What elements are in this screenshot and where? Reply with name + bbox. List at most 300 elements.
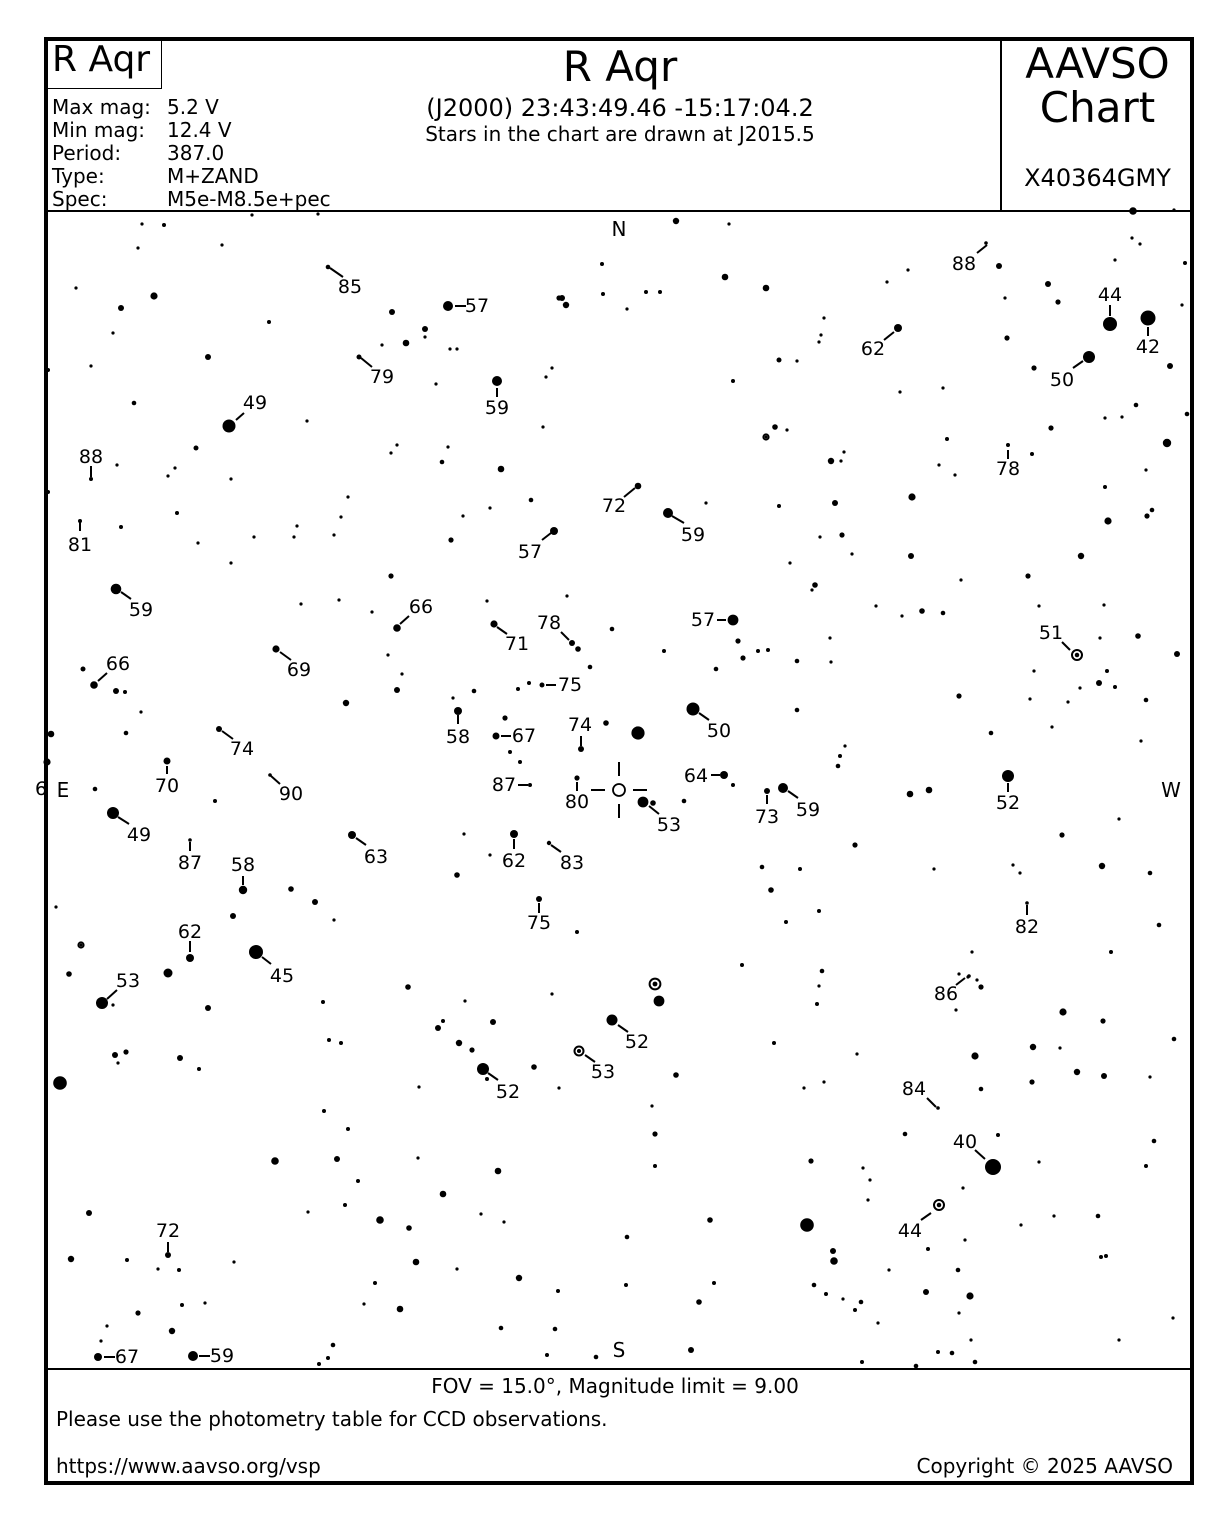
field-star [272,645,279,652]
field-star [822,1080,825,1083]
field-star [600,262,604,266]
field-star [343,1203,347,1207]
field-star [1050,725,1053,728]
label-leader [921,1213,931,1220]
field-star [177,1055,183,1061]
field-star [852,842,857,847]
comparison-star-label: 67 [114,1346,140,1368]
comparison-star-label: 66 [408,596,434,618]
field-star [446,445,449,448]
field-star [469,1047,474,1052]
field-star [132,401,137,406]
field-star [601,292,605,296]
field-star [413,1259,420,1266]
field-star [1163,439,1171,447]
field-star [919,608,925,614]
field-star [908,553,914,559]
field-star [832,500,838,506]
spec-value: M5e-M8.5e+pec [167,187,331,211]
field-star [477,1063,489,1075]
field-star [1144,698,1149,703]
field-star [704,501,707,504]
field-star [777,504,781,508]
field-star [575,646,581,652]
field-star [1103,317,1117,331]
field-star [111,331,114,334]
field-star [1104,517,1111,524]
east-edge-label: 6 [34,778,48,800]
field-star [123,690,127,694]
field-star [763,285,770,292]
field-star [417,1085,420,1088]
field-star [830,1248,836,1254]
field-star [125,1258,129,1262]
comparison-star-label: 51 [1038,622,1064,644]
field-star [1048,425,1053,430]
field-star [441,1019,445,1023]
field-star [550,992,553,995]
field-star [644,290,648,294]
variable-star-core [80,944,83,947]
field-star [914,1364,919,1369]
field-star [229,561,232,564]
comparison-star-label: 52 [624,1031,650,1053]
field-star [393,624,401,632]
comparison-star-label: 69 [286,659,312,681]
comparison-star-label: 52 [995,792,1021,814]
comparison-star-label: 71 [504,633,530,655]
field-star [502,715,507,720]
field-star [1144,1164,1148,1168]
field-star [479,1212,482,1215]
field-star [984,241,988,245]
field-star [970,950,973,953]
field-star [451,696,454,699]
field-star [1152,1139,1157,1144]
field-star [652,1131,657,1136]
field-star [1144,468,1147,471]
field-star [830,1257,838,1265]
field-star [403,340,410,347]
field-star [223,420,236,433]
field-star [1032,669,1035,672]
field-star [416,1156,419,1159]
field-star [90,681,98,689]
field-star [966,1292,973,1299]
field-star [788,561,791,564]
field-star [766,648,770,652]
field-star [926,787,933,794]
field-star [326,1356,330,1360]
field-star [321,1000,325,1004]
field-star [1045,281,1051,287]
field-star [720,771,728,779]
field-star [388,573,393,578]
field-star [305,419,308,422]
field-star [485,1077,489,1081]
field-star [271,1157,279,1165]
field-star [1172,1037,1177,1042]
field-star [230,913,236,919]
comparison-star-label: 49 [242,392,268,414]
field-star [93,787,98,792]
field-star [74,286,77,289]
comparison-star-label: 59 [209,1345,235,1367]
field-star [578,746,584,752]
brand-line-2: Chart [1039,83,1156,132]
field-star [448,347,451,350]
field-star [461,514,464,517]
field-star [663,508,673,518]
target-marker [591,762,647,818]
field-star [164,758,171,765]
min-mag-label: Min mag: [52,118,146,142]
field-star [339,1041,343,1045]
field-star [380,343,383,346]
field-star [574,775,579,780]
field-star [973,1360,978,1365]
field-star [798,867,802,871]
field-star [954,1008,957,1011]
field-star [1141,311,1156,326]
field-star [575,930,579,934]
field-star [673,1072,679,1078]
field-star [123,1049,128,1054]
field-star [1148,1075,1151,1078]
field-star [454,707,462,715]
field-star [1144,513,1149,518]
brand-line-1: AAVSO [1025,39,1170,88]
field-star [490,620,497,627]
comparison-star-label: 82 [1014,916,1040,938]
field-star [926,1247,930,1251]
field-star [292,535,295,538]
field-star [996,1133,1000,1137]
field-star [1037,1160,1040,1163]
comparison-star-label: 49 [126,824,152,846]
field-star [400,672,403,675]
field-star [343,700,349,706]
field-star [112,1052,118,1058]
comparison-star-label: 67 [511,725,537,747]
field-star [249,945,263,959]
field-star [961,1186,964,1189]
field-star [440,1191,447,1198]
field-star [673,218,679,224]
field-star [907,791,914,798]
field-star [529,498,534,503]
comparison-star-label: 79 [369,366,395,388]
field-star [1059,1008,1066,1015]
field-star [306,1210,309,1213]
field-star [1117,1338,1120,1341]
field-star [1148,871,1153,876]
field-star [43,758,50,765]
field-star [923,1289,929,1295]
field-star [853,1308,857,1312]
field-star [150,292,157,299]
field-star [624,1283,628,1287]
field-star [836,764,841,769]
vsp-link[interactable]: https://www.aavso.org/vsp [56,1454,321,1478]
field-star [1074,1069,1080,1075]
field-star [898,390,901,393]
field-star [502,1220,505,1223]
comparison-star-label: 59 [484,397,510,419]
field-star [841,1297,844,1300]
field-star [740,963,744,967]
field-star [855,1052,858,1055]
field-star [488,853,491,856]
field-star [631,726,644,739]
comparison-star-label: 59 [128,599,154,621]
field-star [843,744,846,747]
field-star [139,710,142,713]
field-star [1055,299,1060,304]
field-star [588,665,593,670]
field-star [824,1292,828,1296]
field-star [795,359,798,362]
field-star [395,443,398,446]
field-star [1059,832,1064,837]
field-star [440,460,445,465]
field-star [1098,636,1101,639]
star-name: R Aqr [52,39,151,80]
field-star [550,366,553,369]
field-star [1099,863,1105,869]
label-leader [1073,361,1083,368]
field-star [213,799,217,803]
field-star [953,473,956,476]
field-star [828,458,834,464]
label-leader [356,838,366,845]
field-star [1109,950,1113,954]
field-star [996,263,1002,269]
field-star [1150,508,1155,513]
field-star [463,999,466,1002]
field-star [267,320,271,324]
field-star [688,1347,694,1353]
field-star [169,1328,175,1334]
period-label: Period: [52,141,122,165]
field-star [334,1156,340,1162]
field-star [1006,443,1010,447]
field-star [462,832,465,835]
field-star [397,1306,404,1313]
west-label: W [1161,778,1181,802]
field-star [370,610,373,613]
field-star [495,1168,502,1175]
field-star [874,604,877,607]
field-star [541,425,544,428]
field-star [731,379,735,383]
label-leader [400,616,409,624]
field-star [173,466,176,469]
chart-title: R Aqr [562,42,678,91]
comparison-star-label: 72 [601,495,627,517]
max-mag-value: 5.2 V [167,95,219,119]
field-star [53,1076,67,1090]
field-star [772,424,778,430]
field-star [186,954,194,962]
max-mag-label: Max mag: [52,95,151,119]
field-star [136,246,139,249]
east-label: E [56,778,70,802]
field-star [1157,923,1162,928]
period-value: 387.0 [167,141,225,165]
field-star [1104,1254,1108,1258]
comparison-star-label: 50 [706,720,732,742]
field-star [900,614,903,617]
comparison-star-label: 59 [680,524,706,546]
field-star [971,1052,978,1059]
field-star [406,1225,412,1231]
field-star [956,693,961,698]
field-star [1129,207,1137,215]
comparison-star-label: 53 [590,1061,616,1083]
field-star [115,463,118,466]
field-star [957,972,960,975]
field-star [362,1302,365,1305]
field-star [288,886,294,892]
field-star [544,375,547,378]
label-leader [1062,642,1070,650]
field-star [557,1086,560,1089]
field-star [885,280,888,283]
field-star [188,1351,198,1361]
field-star [105,1324,108,1327]
field-star [327,1038,331,1042]
field-star [687,703,700,716]
field-star [545,1353,549,1357]
variable-star-core [1032,1046,1035,1049]
field-star [1083,351,1095,363]
label-leaders [80,245,1148,1357]
field-star [654,996,665,1007]
label-leader [649,806,659,814]
field-star [81,667,86,672]
field-star [229,477,232,480]
field-star [963,1238,966,1241]
field-star [945,437,949,441]
field-star [795,659,800,664]
comparison-star-label: 78 [536,612,562,634]
field-star [332,918,335,921]
comparison-star-label: 75 [557,674,583,696]
field-star [332,533,335,536]
field-star [937,463,940,466]
field-star [569,640,575,646]
field-star [975,978,978,981]
comparison-star-label: 58 [445,726,471,748]
comparison-star-label: 57 [464,295,490,317]
field-star [772,1041,776,1045]
field-star [86,1210,92,1216]
field-star [1120,415,1123,418]
field-star [322,1109,326,1113]
field-star [394,687,400,693]
field-star [822,316,825,319]
field-star [312,899,318,905]
field-star [777,358,782,363]
field-star [435,1025,441,1031]
comparison-star-label: 53 [656,814,682,836]
field-star [553,1327,558,1332]
comparison-star-label: 87 [177,852,203,874]
field-star [339,515,342,518]
field-star [903,1132,908,1137]
field-star [1105,669,1109,673]
field-star [220,243,223,246]
field-star [662,649,666,653]
field-star [1139,739,1142,742]
field-star [594,1355,599,1360]
field-star [808,1158,813,1163]
comparison-star-label: 44 [897,1220,923,1242]
comparison-star-label: 70 [154,775,180,797]
field-star [810,588,813,591]
field-star [331,1343,336,1348]
field-star [203,1301,206,1304]
field-star [978,984,983,989]
comparison-star-label: 40 [952,1131,978,1153]
copyright: Copyright © 2025 AAVSO [916,1454,1173,1478]
comparison-star-label: 64 [683,765,709,787]
field-star [1096,680,1102,686]
field-star [894,324,902,332]
field-star [510,830,518,838]
field-star [239,886,247,894]
label-leader [488,1073,498,1080]
comparison-star-label: 84 [901,1078,927,1100]
field-star [89,477,93,481]
field-star [784,920,788,924]
field-star [556,1289,560,1293]
field-star [989,731,994,736]
north-label: N [611,217,627,241]
field-star [1102,603,1105,606]
comparison-star-label: 50 [1049,369,1075,391]
field-star [696,1299,702,1305]
field-star [658,290,662,294]
field-star [536,896,542,902]
field-star [817,984,820,987]
field-star [838,754,842,758]
field-star [66,971,72,977]
field-star [162,223,166,227]
field-star [1172,208,1175,211]
field-star [778,783,788,793]
field-star [455,347,458,350]
field-star [492,376,502,386]
field-star [653,1164,657,1168]
variable-star-core [577,1049,581,1053]
field-star [1135,633,1141,639]
type-value: M+ZAND [167,164,259,188]
chart-id: X40364GMY [1024,164,1171,192]
field-star [1117,817,1120,820]
field-star [194,446,199,451]
field-star [423,335,426,338]
field-star [188,838,192,842]
label-leader [672,516,684,523]
field-star [859,1300,864,1305]
field-star [488,506,491,509]
field-star [472,689,477,694]
field-star [985,1159,1001,1175]
field-star [1101,1073,1107,1079]
field-star [936,1106,940,1110]
